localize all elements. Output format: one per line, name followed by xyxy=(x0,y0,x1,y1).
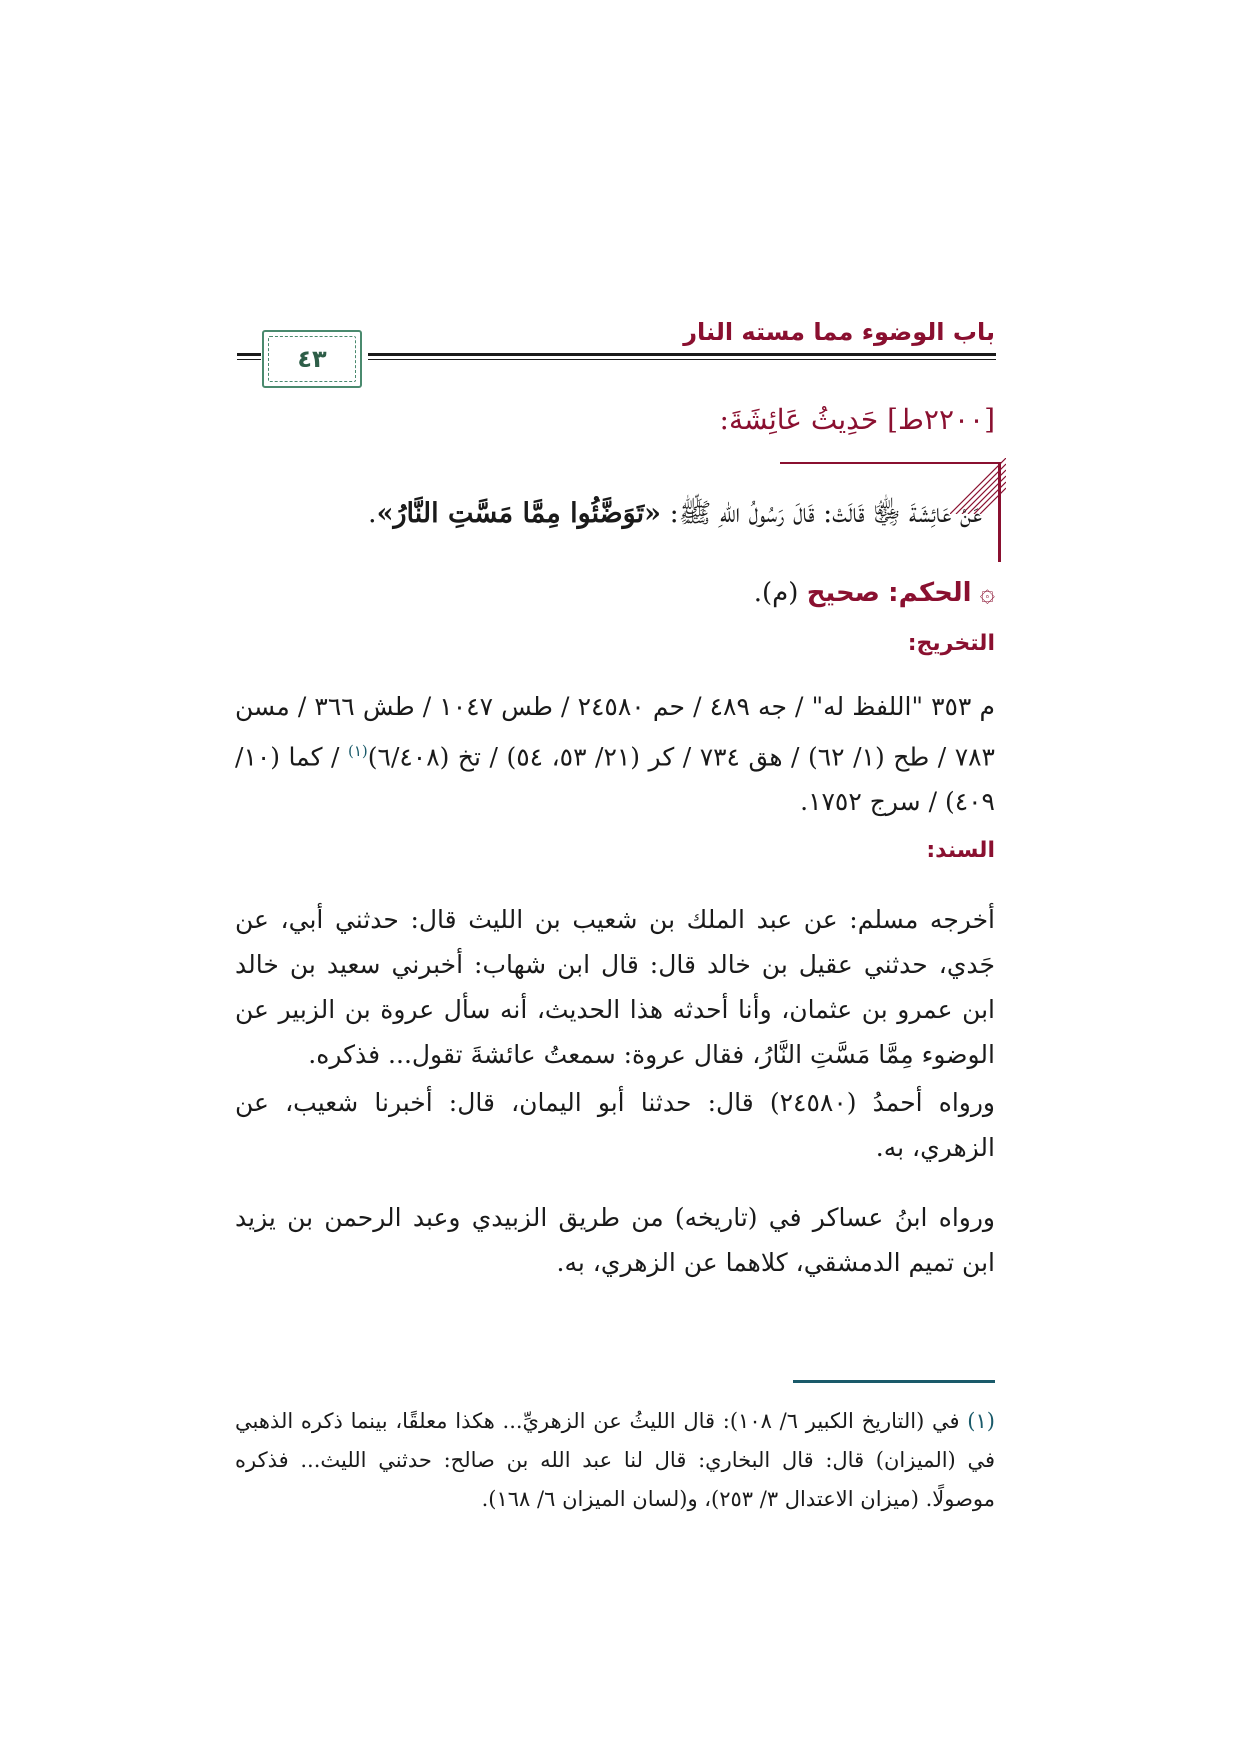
sanad-paragraph: ورواه ابنُ عساكر في (تاريخه) من طريق الزبيدي وعبد الرحمن بن يزيد ابن تميم الدمشقي، كلاهما عن الزهري، به. xyxy=(235,1203,995,1277)
ruling-line xyxy=(754,578,995,608)
chapter-title: باب الوضوء مما مسته النار xyxy=(683,318,995,346)
hadith-text-end: . xyxy=(367,498,377,529)
ruling-value: صحيح xyxy=(806,578,880,608)
ruling-icon: ۞ xyxy=(979,578,995,608)
ruling-label: الحكم: xyxy=(888,578,972,608)
ornament-frame xyxy=(268,336,356,382)
header-rule-thin xyxy=(368,359,996,360)
page-number: ٤٣ xyxy=(297,345,327,373)
hadith-text-quote: «تَوَضَّئُوا مِمَّا مَسَّتِ النَّارُ» xyxy=(376,498,662,529)
footnote xyxy=(235,1402,995,1519)
header-rule-left xyxy=(237,353,261,356)
hadith-text xyxy=(368,496,982,536)
sanad-paragraph: ورواه أحمدُ (٢٤٥٨٠) قال: حدثنا أبو اليمان، قال: أخبرنا شعيب، عن الزهري، به. xyxy=(235,1088,996,1162)
sanad-paragraph: أخرجه مسلم: عن عبد الملك بن شعيب بن الليث قال: حدثني أبي، عن جَدي، حدثني عقيل بن خالد قال: قال ابن شهاب: أخبرني سعيد بن خالد ابن عمرو بن عثمان، وأنا أحدثه هذا الحديث، أنه سأل عروة بن الزبير عن الوضوء مِمَّا مَسَّتِ النَّارُ، فقال عروة: سمعتُ عائشةَ تقول... فذكره. xyxy=(235,905,996,1069)
takhrij-text xyxy=(235,684,995,824)
takhrij-text-part1: م ٣٥٣ "اللفظ له" / جه ٤٨٩ / حم ٢٤٥٨٠ / طس ١٠٤٧ / طش ٣٦٦ / مسن ٧٨٣ / طح (١/ ٦٢) / هق ٧٣٤ / كر (٢١/ ٥٣، ٥٤) / تخ (٦/٤٠٨) xyxy=(235,692,995,772)
hadith-text-plain: عَنْ عَائِشَةَ ﵂ قَالَتْ: قَالَ رَسُولُ اللهِ ﷺ: xyxy=(661,498,982,529)
page-number-badge xyxy=(262,330,362,388)
footnote-reference[interactable]: (١) xyxy=(347,742,368,760)
takhrij-text-part2: / كما (١٠/ ٤٠٩) / سرج ١٧٥٢. xyxy=(235,742,995,817)
takhrij-heading: التخريج: xyxy=(907,631,995,656)
hadith-title: [٢٢٠٠ط] حَدِيثُ عَائِشَةَ: xyxy=(719,403,995,436)
ruling-suffix: (م). xyxy=(753,578,807,608)
header-rule-left-thin xyxy=(237,359,261,360)
footnote-text: في (التاريخ الكبير ٦/ ١٠٨): قال الليثُ عن الزهريِّ... هكذا معلقًا، بينما ذكره الذهبي في (الميزان) قال: قال البخاري: قال لنا عبد الله بن صالح: حدثني الليث... فذكره موصولًا. (ميزان الاعتدال ٣/ ٢٥٣)، و(لسان الميزان ٦/ ١٦٨). xyxy=(235,1409,995,1511)
sanad-heading: السند: xyxy=(926,838,995,863)
header-rule xyxy=(368,353,996,356)
footnote-number: (١) xyxy=(967,1409,995,1433)
footnote-divider xyxy=(793,1380,995,1383)
